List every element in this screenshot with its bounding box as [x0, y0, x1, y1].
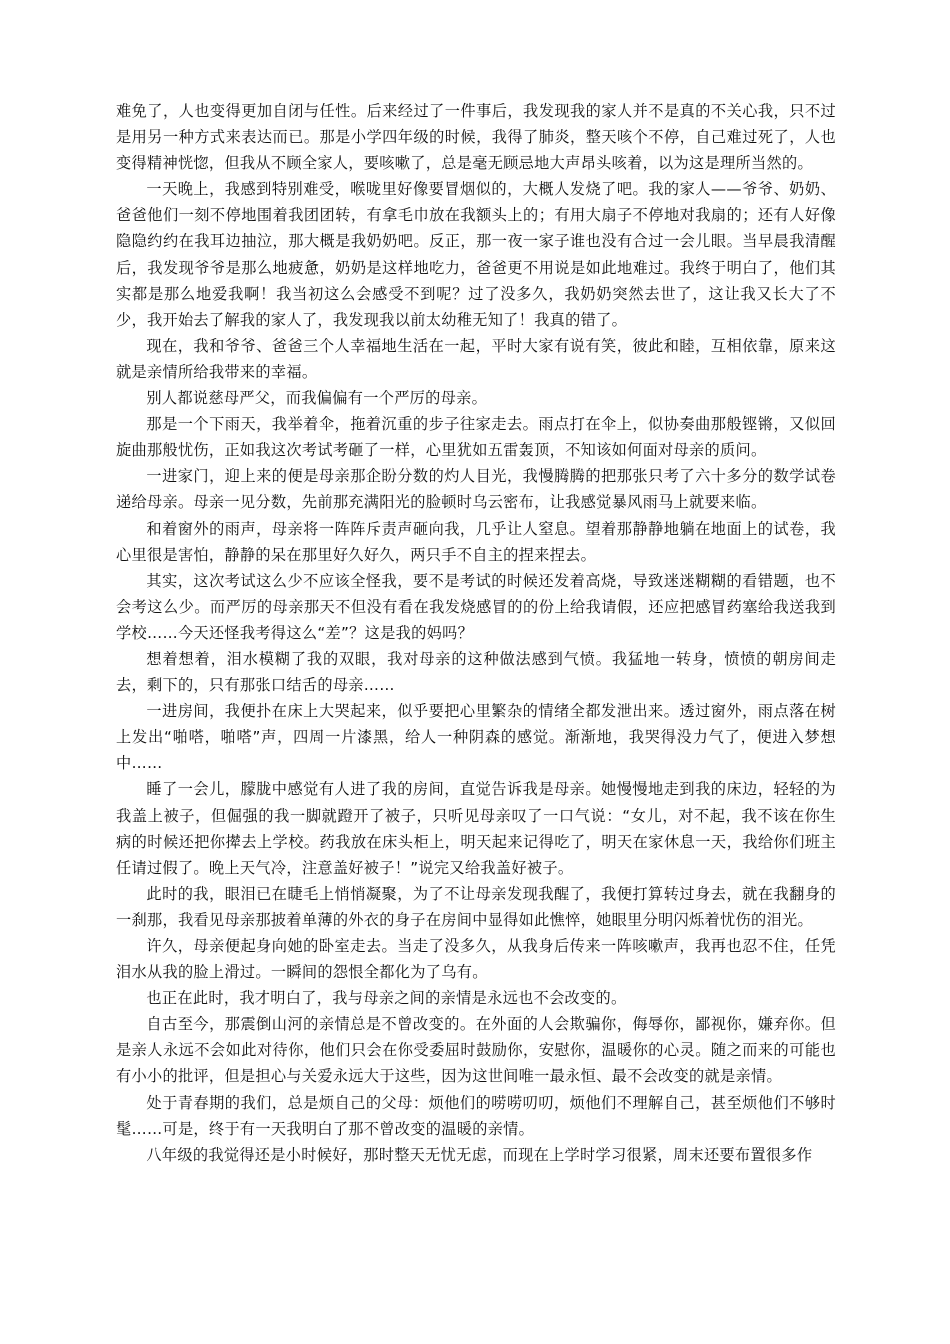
paragraph-8: 其实，这次考试这么少不应该全怪我，要不是考试的时候还发着高烧，导致迷迷糊糊的看错题，也不会考这么少。而严厉的母亲那天不但没有看在我发烧感冒的的份上给我请假，还应把感冒药塞给我送我到学校……今天还怪我考得这么“差”？这是我的妈吗？ [116, 571, 836, 642]
paragraph-6: 一进家门，迎上来的便是母亲那企盼分数的灼人目光，我慢腾腾的把那张只考了六十多分的数学试卷递给母亲。母亲一见分数，先前那充满阳光的脸顿时乌云密布，让我感觉暴风雨马上就要来临。 [116, 467, 836, 512]
paragraph-5: 那是一个下雨天，我举着伞，拖着沉重的步子往家走去。雨点打在伞上，似协奏曲那般铿锵，又似回旋曲那般忧伤，正如我这次考试考砸了一样，心里犹如五雷轰顶，不知该如何面对母亲的质问。 [116, 415, 836, 460]
paragraph-15: 自古至今，那震倒山河的亲情总是不曾改变的。在外面的人会欺骗你，侮辱你，鄙视你，嫌弃你。但是亲人永远不会如此对待你，他们只会在你受委屈时鼓励你，安慰你，温暖你的心灵。随之而来的可能也有小小的批评，但是担心与关爱永远大于这些，因为这世间唯一最永恒、最不会改变的就是亲情。 [116, 1015, 836, 1086]
paragraph-12: 此时的我，眼泪已在睫毛上悄悄凝聚，为了不让母亲发现我醒了，我便打算转过身去，就在我翻身的一刹那，我看见母亲那披着单薄的外衣的身子在房间中显得如此憔悴，她眼里分明闪烁着忧伤的泪光。 [116, 884, 836, 929]
paragraph-1: 难免了，人也变得更加自闭与任性。后来经过了一件事后，我发现我的家人并不是真的不关心我，只不过是用另一种方式来表达而已。那是小学四年级的时候，我得了肺炎，整天咳个不停，自己难过死了，人也变得精神恍惚，但我从不顾全家人，要咳嗽了，总是毫无顾忌地大声昂头咳着，以为这是理所当然的。 [116, 102, 836, 173]
paragraph-3: 现在，我和爷爷、爸爸三个人幸福地生活在一起，平时大家有说有笑，彼此和睦，互相依靠，原来这就是亲情所给我带来的幸福。 [116, 336, 836, 381]
paragraph-10: 一进房间，我便扑在床上大哭起来，似乎要把心里繁杂的情绪全都发泄出来。透过窗外，雨点落在树上发出“啪嗒，啪嗒”声，四周一片漆黑，给人一种阴森的感觉。渐渐地，我哭得没力气了，便进入梦想中…… [116, 702, 836, 773]
paragraph-2: 一天晚上，我感到特别难受，喉咙里好像要冒烟似的，大概人发烧了吧。我的家人——爷爷、奶奶、爸爸他们一刻不停地围着我团团转，有拿毛巾放在我额头上的；有用大扇子不停地对我扇的；还有人好像隐隐约约在我耳边抽泣，那大概是我奶奶吧。反正，那一夜一家子谁也没有合过一会儿眼。当早晨我清醒后，我发现爷爷是那么地疲惫，奶奶是这样地吃力，爸爸更不用说是如此地难过。我终于明白了，他们其实都是那么地爱我啊！我当初这么会感受不到呢？过了没多久，我奶奶突然去世了，这让我又长大了不少，我开始去了解我的家人了，我发现我以前太幼稚无知了！我真的错了。 [116, 180, 836, 329]
paragraph-7: 和着窗外的雨声，母亲将一阵阵斥责声砸向我，几乎让人窒息。望着那静静地躺在地面上的试卷，我心里很是害怕，静静的呆在那里好久好久，两只手不自主的捏来捏去。 [116, 519, 836, 564]
paragraph-4: 别人都说慈母严父，而我偏偏有一个严厉的母亲。 [146, 389, 488, 408]
paragraph-17: 八年级的我觉得还是小时候好，那时整天无忧无虑，而现在上学时学习很紧，周末还要布置很多作 [146, 1145, 813, 1164]
document-body [116, 98, 836, 1168]
paragraph-9: 想着想着，泪水模糊了我的双眼，我对母亲的这种做法感到气愤。我猛地一转身，愤愤的朝房间走去，剩下的，只有那张口结舌的母亲…… [116, 649, 836, 695]
paragraph-13: 许久，母亲便起身向她的卧室走去。当走了没多久，从我身后传来一阵咳嗽声，我再也忍不住，任凭泪水从我的脸上滑过。一瞬间的怨恨全都化为了乌有。 [116, 937, 836, 982]
paragraph-16: 处于青春期的我们，总是烦自己的父母：烦他们的唠唠叨叨，烦他们不理解自己，甚至烦他们不够时髦……可是，终于有一天我明白了那不曾改变的温暖的亲情。 [116, 1093, 836, 1138]
paragraph-11: 睡了一会儿，朦胧中感觉有人进了我的房间，直觉告诉我是母亲。她慢慢地走到我的床边，轻轻的为我盖上被子，但倔强的我一脚就蹬开了被子，只听见母亲叹了一口气说：“女儿，对不起，我不该在你生病的时候还把你撵去上学校。药我放在床头柜上，明天起来记得吃了，明天在家休息一天，我给你们班主任请过假了。晚上天气冷，注意盖好被子！”说完又给我盖好被子。 [116, 780, 836, 877]
paragraph-14: 也正在此时，我才明白了，我与母亲之间的亲情是永远也不会改变的。 [146, 989, 627, 1008]
